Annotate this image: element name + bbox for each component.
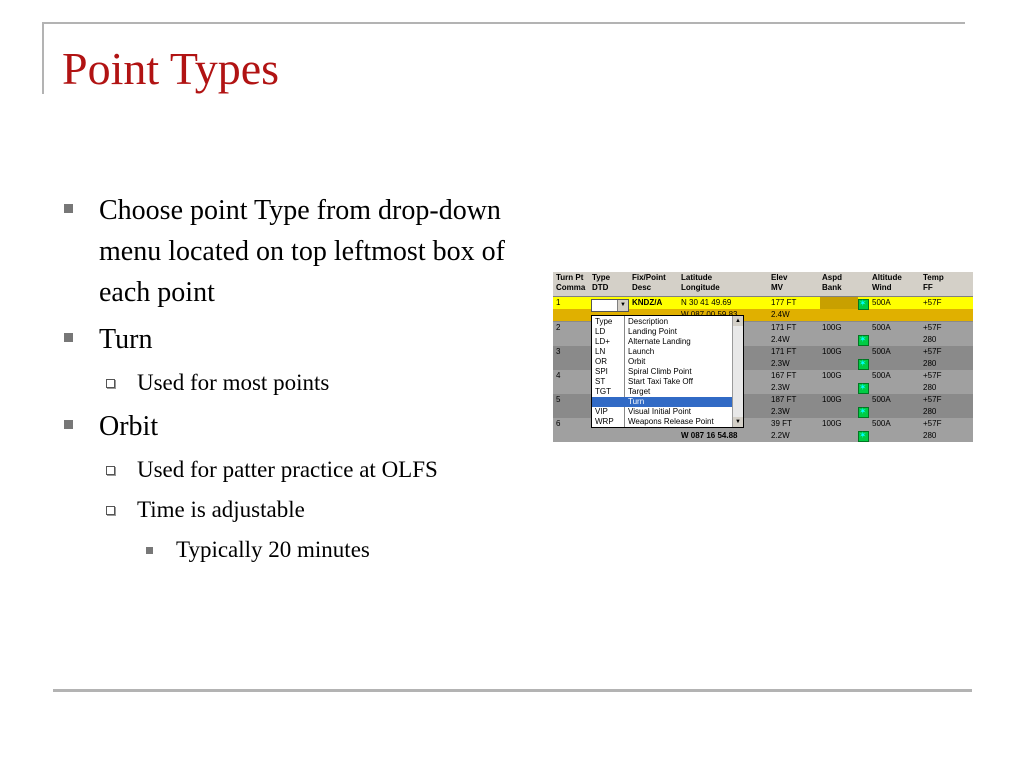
- altitude: 500A: [872, 371, 891, 380]
- turn-pt-number: 3: [556, 347, 561, 356]
- mag-var: 2.3W: [771, 383, 790, 392]
- longitude: W 087 16 54.88: [681, 431, 738, 440]
- dropdown-option[interactable]: SPI Spiral Climb Point: [595, 367, 692, 376]
- frame-top-line: [42, 22, 965, 24]
- dropdown-option[interactable]: TGT Target: [595, 387, 651, 396]
- dropdown-header: Type Description: [595, 317, 669, 326]
- dropdown-option[interactable]: LN Launch: [595, 347, 655, 356]
- altitude: 500A: [872, 395, 891, 404]
- turn-pt-number: 5: [556, 395, 561, 404]
- temperature: +57F: [923, 419, 942, 428]
- bullet-text: Turn: [99, 324, 153, 355]
- bullet-item: [62, 406, 532, 447]
- mag-var: 2.2W: [771, 431, 790, 440]
- header-latitude: Latitude Longitude: [681, 273, 720, 292]
- elevation: 177 FT: [771, 298, 797, 307]
- bullet-text: Time is adjustable: [137, 497, 305, 522]
- airspeed: 100G: [822, 419, 842, 428]
- elevation: 39 FT: [771, 419, 792, 428]
- mag-var: 2.4W: [771, 335, 790, 344]
- square-bullet-icon: [146, 547, 153, 554]
- bullet-text: Orbit: [99, 411, 159, 442]
- fix-point: KNDZ/A: [632, 298, 663, 307]
- wind-star-icon: [858, 407, 869, 418]
- header-elev: Elev MV: [771, 273, 788, 292]
- airspeed: 100G: [822, 371, 842, 380]
- elevation: 171 FT: [771, 347, 797, 356]
- header-temp: Temp FF: [923, 273, 944, 292]
- bullet-text: Used for most points: [137, 370, 330, 395]
- altitude: 500A: [872, 298, 891, 307]
- wind-star-icon: [858, 359, 869, 370]
- dropdown-option[interactable]: ST Start Taxi Take Off: [595, 377, 693, 386]
- square-bullet-icon: [64, 333, 73, 342]
- turn-pt-number: 2: [556, 323, 561, 332]
- temperature: +57F: [923, 371, 942, 380]
- turn-pt-number: 1: [556, 298, 561, 307]
- altitude: 500A: [872, 419, 891, 428]
- wind-star-icon: [858, 335, 869, 346]
- temperature: +57F: [923, 323, 942, 332]
- turn-pt-number: 6: [556, 419, 561, 428]
- airspeed: 100G: [822, 323, 842, 332]
- square-bullet-icon: [64, 420, 73, 429]
- temperature: +57F: [923, 347, 942, 356]
- chevron-up-icon[interactable]: ▲: [733, 316, 743, 326]
- frame-bottom-line: [53, 689, 972, 692]
- sub-bullet-item: [62, 366, 532, 399]
- fuel-flow: 280: [923, 383, 937, 392]
- wind-star-icon: [858, 299, 869, 310]
- sub-bullet-item: [62, 453, 532, 486]
- airspeed: 100G: [822, 395, 842, 404]
- sub-sub-bullet-item: [62, 533, 532, 566]
- dropdown-option[interactable]: OR Orbit: [595, 357, 646, 366]
- bullet-item: [62, 190, 532, 313]
- mag-var: 2.4W: [771, 310, 790, 319]
- dropdown-scrollbar[interactable]: [732, 316, 743, 427]
- dropdown-option[interactable]: LD+ Alternate Landing: [595, 337, 691, 346]
- latitude: N 30 41 49.69: [681, 298, 732, 307]
- elevation: 167 FT: [771, 371, 797, 380]
- hollow-square-bullet-icon: [106, 506, 115, 515]
- fuel-flow: 280: [923, 431, 937, 440]
- fuel-flow: 280: [923, 359, 937, 368]
- wind-star-icon: [858, 383, 869, 394]
- mag-var: 2.3W: [771, 407, 790, 416]
- bullet-item: [62, 319, 532, 360]
- frame-left-line: [42, 22, 44, 94]
- header-turn-pt: Turn Pt Comma: [556, 273, 586, 292]
- altitude: 500A: [872, 323, 891, 332]
- type-dropdown-list: [591, 315, 744, 428]
- altitude: 500A: [872, 347, 891, 356]
- slide-title: Point Types: [62, 43, 280, 94]
- chevron-down-icon[interactable]: ▼: [733, 417, 743, 427]
- wind-star-icon: [858, 431, 869, 442]
- header-fix-point: Fix/Point Desc: [632, 273, 666, 292]
- type-dropdown[interactable]: [591, 299, 629, 312]
- temperature: +57F: [923, 298, 942, 307]
- table-header: [553, 272, 973, 297]
- bullet-text: Used for patter practice at OLFS: [137, 457, 438, 482]
- hollow-square-bullet-icon: [106, 379, 115, 388]
- header-aspd: Aspd Bank: [822, 273, 842, 292]
- dropdown-option[interactable]: LD Landing Point: [595, 327, 677, 336]
- elevation: 171 FT: [771, 323, 797, 332]
- fuel-flow: 280: [923, 407, 937, 416]
- aspd-cell: [820, 297, 858, 309]
- header-type: Type DTD: [592, 273, 611, 292]
- mag-var: 2.3W: [771, 359, 790, 368]
- bullet-text: Typically 20 minutes: [176, 537, 370, 562]
- dropdown-option-selected[interactable]: Turn: [592, 397, 732, 407]
- header-altitude: Altitude Wind: [872, 273, 902, 292]
- turn-pt-number: 4: [556, 371, 561, 380]
- fuel-flow: 280: [923, 335, 937, 344]
- square-bullet-icon: [64, 204, 73, 213]
- temperature: +57F: [923, 395, 942, 404]
- sub-bullet-item: [62, 493, 532, 526]
- mission-table-screenshot: [553, 272, 973, 442]
- elevation: 187 FT: [771, 395, 797, 404]
- hollow-square-bullet-icon: [106, 466, 115, 475]
- dropdown-option[interactable]: VIP Visual Initial Point: [595, 407, 691, 416]
- dropdown-option[interactable]: WRP Weapons Release Point: [595, 417, 714, 426]
- airspeed: 100G: [822, 347, 842, 356]
- bullet-list: [62, 190, 532, 572]
- chevron-down-icon[interactable]: ▼: [617, 300, 628, 311]
- bullet-text: Choose point Type from drop-down menu located on top leftmost box of each point: [99, 195, 505, 308]
